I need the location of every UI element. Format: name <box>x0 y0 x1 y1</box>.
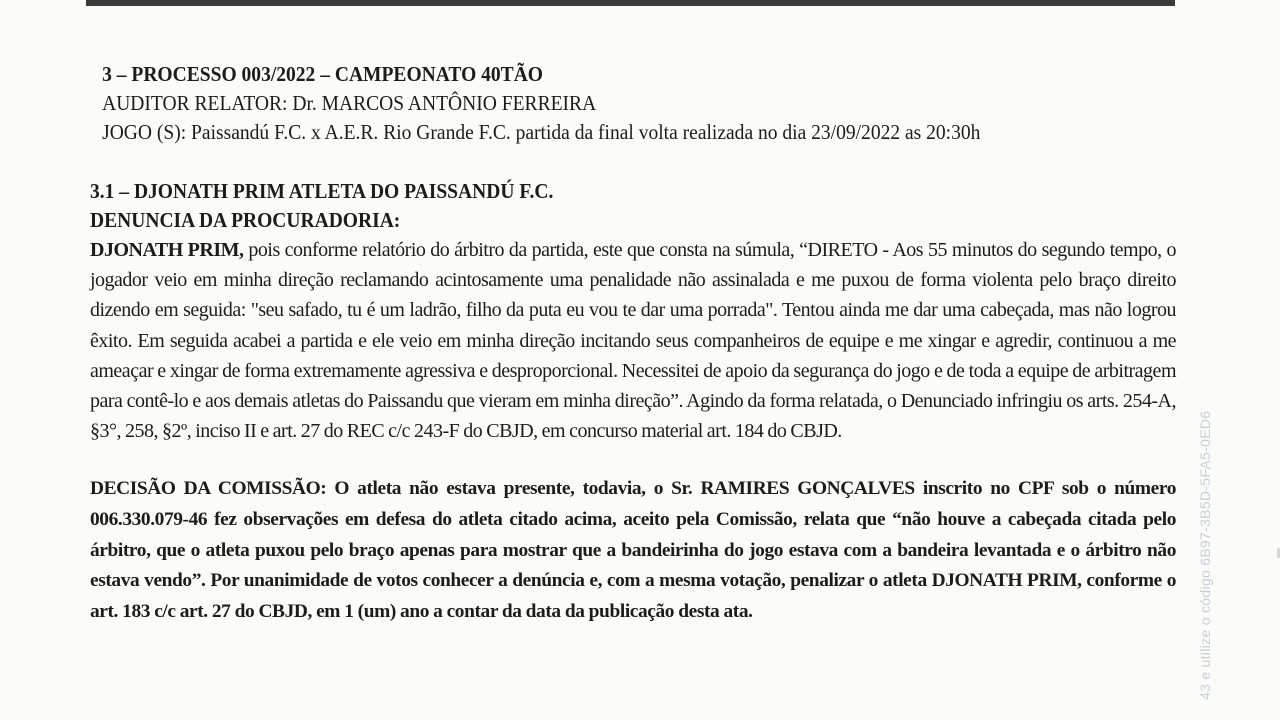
denuncia-paragraph <box>90 235 1176 446</box>
denuncia-heading: DENUNCIA DA PROCURADORIA: <box>90 208 401 232</box>
denuncia-lead: DJONATH PRIM, <box>90 239 244 261</box>
section-header <box>90 60 1100 147</box>
process-title: 3 – PROCESSO 003/2022 – CAMPEONATO 40TÃO <box>102 62 543 86</box>
document-body <box>90 60 1176 627</box>
top-border-rule <box>86 0 1175 6</box>
verification-watermark: 43 e utilize o código 6B97-3B5D-5FA5-0ED6 <box>1197 410 1213 700</box>
auditor-line: AUDITOR RELATOR: Dr. MARCOS ANTÔNIO FERREIRA <box>102 91 597 115</box>
denuncia-text: pois conforme relatório do árbitro da partida, este que consta na súmula, “DIRETO - Aos 55 minutos do segundo tempo, o jogador veio em minha direção reclamando acintosamente uma penalidade não assinalada e me puxou de forma violenta pelo braço direito dizendo em seguida: "seu safado, tu é um ladrão, filho da puta eu vou te dar uma porrada". Tentou ainda me dar uma cabeçada, mas não logrou êxito. Em seguida acabei a partida e ele veio em minha direção incitando seus companheiros de equipe e me xingar e agredir, continuou a me ameaçar e xingar de forma extremamente agressiva e desproporcional. Necessitei de apoio da segurança do jogo e de toda a equipe de arbitragem para contê-lo e aos demais atletas do Paissandu que vieram em minha direção”. Agindo da forma relatada, o Denunciado infringiu os arts. 254-A, §3°, 258, §2º, inciso II e art. 27 do REC c/c 243-F do CBJD, em concurso material art. 184 do CBJD. <box>90 239 1176 443</box>
game-line: JOGO (S): Paissandú F.C. x A.E.R. Rio Grande F.C. partida da final volta realizada no dia 23/09/2022 as 20:30h <box>102 120 981 144</box>
decisao-paragraph: DECISÃO DA COMISSÃO: O atleta não estava presente, todavia, o Sr. RAMIRES GONÇALVES inscrito no CPF sob o número 006.330.079-46 fez observações em defesa do atleta citado acima, aceito pela Comissão, relata que “não houve a cabeçada citada pelo árbitro, que o atleta puxou pelo braço apenas para mostrar que a bandeirinha do jogo estava com a bandeira levantada e o árbitro não estava vendo”. Por unanimidade de votos conhecer a denúncia e, com a mesma votação, penalizar o atleta DJONATH PRIM, conforme o art. 183 c/c art. 27 do CBJD, em 1 (um) ano a contar da data da publicação desta ata. <box>90 478 1176 622</box>
athlete-title: 3.1 – DJONATH PRIM ATLETA DO PAISSANDÚ F.C. <box>90 179 554 203</box>
